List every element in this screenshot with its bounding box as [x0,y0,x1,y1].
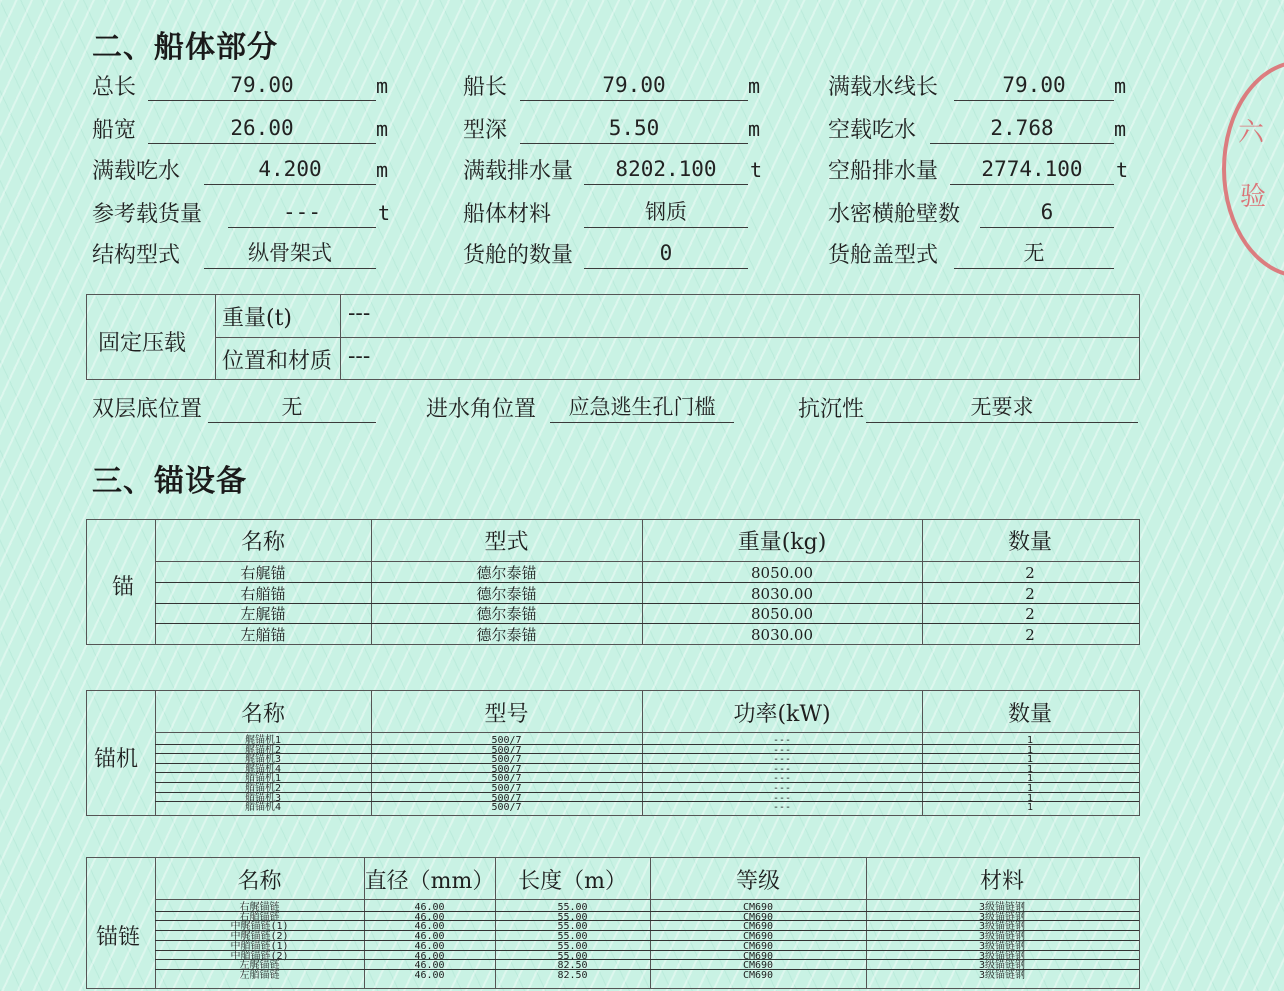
anchor-cell: 8050.00 [750,605,814,623]
windlass-cell: --- [772,792,792,804]
value-full-draft: 4.200 [204,154,376,185]
value-light-draft: 2.768 [930,113,1114,144]
windlass-cell: --- [772,763,792,775]
windlass-row-line [155,753,1139,754]
windlass-cell: 500/7 [491,802,522,814]
chain-cell: 46.00 [414,950,445,962]
value-light-displacement: 2774.100 [950,154,1114,185]
unit-breadth: m [376,117,389,141]
windlass-cell: 1 [1026,735,1034,746]
chain-row-line [155,920,1139,921]
value-holds: 0 [584,238,748,269]
section-title-anchor: 三、锚设备 [92,464,247,499]
anchor-cell: 8050.00 [750,564,814,582]
label-double-bottom: 双层底位置 [92,397,203,422]
windlass-row-line [155,772,1139,773]
windlass-cell: --- [772,735,792,746]
chain-cell: 中艏锚链(1) [230,940,289,952]
chain-cell: 3级锚链钢 [978,940,1026,952]
anchor-cell: 右艉锚 [240,564,286,582]
windlass-cell: 艏锚机4 [244,802,282,814]
windlass-cell: --- [772,783,792,794]
anchor-cell: 左艏锚 [240,625,286,644]
chain-cell: 3级锚链钢 [978,902,1026,913]
value-unsinkability: 无要求 [866,392,1138,423]
windlass-cell: 1 [1026,802,1034,814]
windlass-cell: 500/7 [491,763,522,775]
label-bulkheads: 水密横舱壁数 [828,202,961,227]
anchor-header-qty: 数量 [1007,530,1052,555]
chain-group-label: 锚链 [96,925,141,950]
windlass-header-qty: 数量 [1007,702,1052,727]
label-total-length: 总长 [92,75,137,100]
value-total-length: 79.00 [148,70,376,101]
chain-cell: 55.00 [557,911,588,923]
unit-light-draft: m [1114,117,1127,141]
value-flooding-angle: 应急逃生孔门槛 [550,392,734,423]
chain-cell: 左艏锚链 [239,969,280,981]
chain-cell: CM690 [742,911,774,923]
anchor-cell: 2 [1025,564,1035,582]
chain-cell: CM690 [742,921,774,933]
windlass-cell: --- [772,802,792,814]
chain-cell: 左艉锚链 [239,960,280,972]
value-waterline-length: 79.00 [954,70,1114,101]
chain-cell: 55.00 [557,940,588,952]
anchor-cell: 德尔泰锚 [476,564,537,582]
ballast-row-line [215,337,1139,338]
label-light-displacement: 空船排水量 [828,159,939,184]
windlass-cell: 1 [1026,783,1034,794]
ballast-weight-label: 重量(t) [222,306,293,331]
chain-cell: 3级锚链钢 [978,921,1026,933]
label-ref-cargo: 参考载货量 [92,202,203,227]
windlass-row-line [155,801,1139,802]
chain-cell: 82.50 [557,960,588,972]
chain-header-diameter: 直径（mm） [364,869,495,894]
chain-header-line [155,899,1139,900]
chain-cell: CM690 [742,931,774,943]
chain-cell: 46.00 [414,902,445,913]
chain-row-line [155,930,1139,931]
label-flooding-angle: 进水角位置 [426,397,537,422]
chain-cell: 46.00 [414,969,445,981]
label-holds: 货舱的数量 [463,243,574,268]
value-double-bottom: 无 [208,392,376,423]
value-ship-length: 79.00 [520,70,748,101]
label-ship-length: 船长 [463,75,508,100]
chain-row-line [155,940,1139,941]
unit-depth: m [748,117,761,141]
anchor-cell: 德尔泰锚 [476,625,537,644]
windlass-cell: 1 [1026,754,1034,766]
chain-cell: 3级锚链钢 [978,931,1026,943]
label-hull-material: 船体材料 [463,202,552,227]
chain-cell: 右艏锚链 [239,911,280,923]
anchor-cell: 右艏锚 [240,584,286,603]
windlass-header-model: 型号 [484,702,529,727]
chain-cell: 3级锚链钢 [978,911,1026,923]
windlass-cell: 艏锚机1 [244,773,282,785]
unit-ship-length: m [748,74,761,98]
chain-cell: 3级锚链钢 [978,950,1026,962]
chain-cell: 46.00 [414,911,445,923]
label-light-draft: 空载吃水 [828,118,917,143]
ballast-weight-value: --- [348,301,371,326]
chain-cell: 55.00 [557,921,588,933]
windlass-cell: --- [772,773,792,785]
official-stamp [1222,60,1284,278]
anchor-header-line [155,561,1139,562]
chain-row-line [155,959,1139,960]
windlass-row-line [155,782,1139,783]
chain-cell: 46.00 [414,931,445,943]
anchor-row-line [155,623,1139,624]
windlass-cell: --- [772,744,792,756]
label-waterline-length: 满载水线长 [828,75,939,100]
value-bulkheads: 6 [980,197,1114,228]
windlass-cell: 500/7 [491,792,522,804]
anchor-cell: 德尔泰锚 [476,584,537,603]
unit-full-displacement: t [750,158,763,182]
label-depth: 型深 [463,118,508,143]
label-breadth: 船宽 [92,118,137,143]
value-hull-material: 钢质 [584,197,748,228]
chain-cell: 55.00 [557,950,588,962]
windlass-cell: 500/7 [491,754,522,766]
windlass-cell: 1 [1026,744,1034,756]
windlass-cell: 艉锚机3 [244,754,282,766]
windlass-cell: 艉锚机4 [244,763,282,775]
windlass-row-line [155,744,1139,745]
value-ref-cargo: --- [228,197,376,228]
windlass-header-power: 功率(kW) [733,702,831,727]
anchor-cell: 2 [1025,605,1035,623]
windlass-group-label: 锚机 [94,747,139,772]
windlass-cell: 艉锚机2 [244,744,282,756]
windlass-cell: 500/7 [491,744,522,756]
chain-cell: 55.00 [557,931,588,943]
anchor-header-weight: 重量(kg) [737,530,827,555]
chain-cell: CM690 [742,950,774,962]
chain-cell: CM690 [742,902,774,913]
chain-header-length: 长度（m） [518,869,627,894]
unit-total-length: m [376,74,389,98]
chain-cell: 中艉锚链(2) [230,931,289,943]
value-hatch: 无 [954,238,1114,269]
chain-row-line [155,969,1139,970]
unit-light-displacement: t [1116,158,1129,182]
label-full-draft: 满载吃水 [92,159,181,184]
windlass-cell: 500/7 [491,783,522,794]
label-unsinkability: 抗沉性 [798,397,865,422]
stamp-mark: 六 [1238,118,1265,148]
chain-cell: 右艉锚链 [239,902,280,913]
chain-cell: CM690 [742,940,774,952]
value-structure: 纵骨架式 [204,238,376,269]
ballast-title: 固定压载 [98,331,187,356]
label-hatch: 货舱盖型式 [828,243,939,268]
anchor-row-line [155,582,1139,583]
value-full-displacement: 8202.100 [584,154,748,185]
unit-ref-cargo: t [378,201,391,225]
chain-cell: 中艏锚链(2) [230,950,289,962]
chain-cell: 55.00 [557,902,588,913]
label-structure: 结构型式 [92,243,181,268]
anchor-header-type: 型式 [484,530,529,555]
ballast-position-value: --- [348,344,371,369]
anchor-cell: 左艉锚 [240,605,286,623]
anchor-cell: 8030.00 [750,625,814,644]
unit-waterline-length: m [1114,74,1127,98]
chain-cell: 46.00 [414,960,445,972]
windlass-cell: 艏锚机2 [244,783,282,794]
chain-cell: 3级锚链钢 [978,969,1026,981]
windlass-cell: 1 [1026,763,1034,775]
anchor-cell: 德尔泰锚 [476,605,537,623]
windlass-row-line [155,792,1139,793]
windlass-cell: 艉锚机1 [244,735,282,746]
value-breadth: 26.00 [148,113,376,144]
windlass-cell: 1 [1026,773,1034,785]
chain-row-line [155,950,1139,951]
windlass-cell: 500/7 [491,735,522,746]
anchor-header-name: 名称 [240,530,285,555]
anchor-cell: 2 [1025,625,1035,644]
chain-row-line [155,911,1139,912]
unit-full-draft: m [376,158,389,182]
label-full-displacement: 满载排水量 [463,159,574,184]
chain-cell: 3级锚链钢 [978,960,1026,972]
chain-header-grade: 等级 [735,869,780,894]
windlass-cell: 1 [1026,792,1034,804]
ballast-position-label: 位置和材质 [222,349,333,374]
windlass-cell: 艏锚机3 [244,792,282,804]
chain-cell: 82.50 [557,969,588,981]
section-title-hull: 二、船体部分 [92,30,278,65]
anchor-group-label: 锚 [112,575,135,600]
windlass-cell: 500/7 [491,773,522,785]
windlass-header-name: 名称 [240,702,285,727]
chain-cell: 中艉锚链(1) [230,921,289,933]
windlass-header-line [155,732,1139,733]
stamp-mark: 验 [1240,182,1267,212]
anchor-cell: 2 [1025,584,1035,603]
chain-header-material: 材料 [979,869,1024,894]
windlass-cell: --- [772,754,792,766]
anchor-cell: 8030.00 [750,584,814,603]
chain-cell: 46.00 [414,940,445,952]
windlass-row-line [155,763,1139,764]
anchor-row-line [155,603,1139,604]
chain-header-name: 名称 [237,869,282,894]
chain-cell: 46.00 [414,921,445,933]
chain-cell: CM690 [742,960,774,972]
value-depth: 5.50 [520,113,748,144]
chain-cell: CM690 [742,969,774,981]
